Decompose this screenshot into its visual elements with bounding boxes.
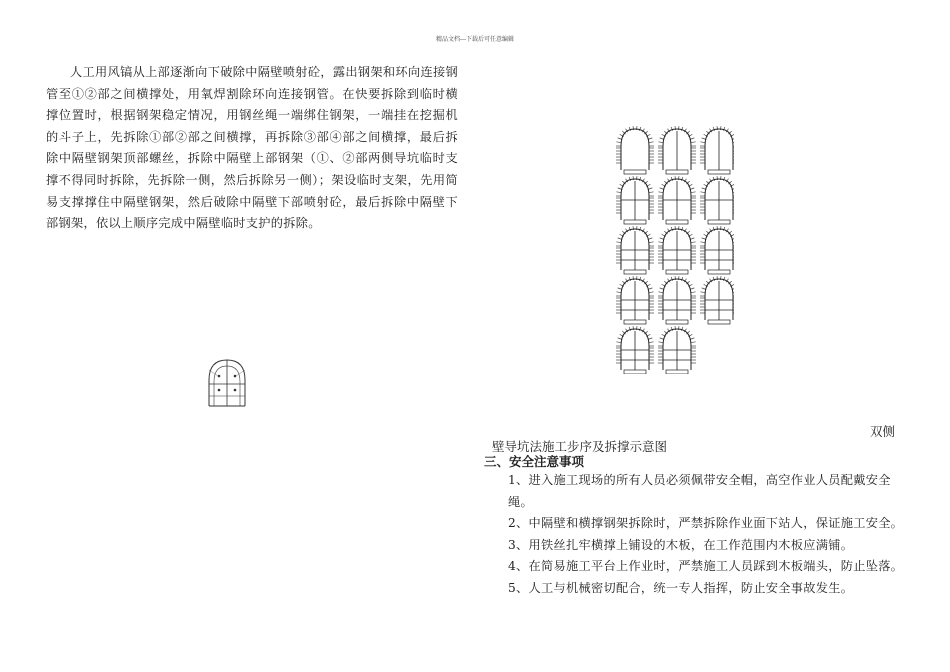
- sequence-step-sketch: [700, 176, 734, 224]
- sequence-step-sketch: [616, 176, 654, 224]
- safety-note-2: 2、中隔壁和横撑钢架拆除时，严禁拆除作业面下站人，保证施工安全。: [508, 516, 904, 531]
- sequence-step-sketch: [700, 226, 734, 274]
- sequence-step-sketch: [658, 126, 696, 174]
- sequence-step-sketch: [616, 126, 654, 174]
- construction-sequence-figure: [614, 124, 734, 374]
- demolition-paragraph-text: 人工用风镐从上部逐渐向下破除中隔壁喷射砼，露出钢架和环向连接钢管至①②部之间横撑处，用氧焊割除环向连接钢管。在快要拆除到临时横撑位置时，根据钢架稳定情况，用钢丝绳一端绑住钢架，一端挂在挖掘机的斗子上，先拆除①部②部之间横撑，再拆除③部④部之间横撑，最后拆除中隔壁钢架顶部螺丝，拆除中隔壁上部钢架（①、②部两侧导坑临时支撑不得同时拆除，先拆除一侧，然后拆除另一侧）；架设临时支架，先用简易支撑撑住中隔壁钢架，然后破除中隔壁下部喷射砼，最后拆除中隔壁下部钢架，依以上顺序完成中隔壁临时支护的拆除。: [46, 65, 458, 231]
- safety-note-5: 5、人工与机械密切配合，统一专人指挥，防止安全事故发生。: [508, 580, 854, 595]
- figure-caption-part2: 壁导坑法施工步序及拆撑示意图: [492, 439, 668, 454]
- safety-note-1: 1、进入施工现场的所有人员必须佩带安全帽，高空作业人员配戴安全绳。: [508, 473, 891, 509]
- tunnel-section-diagram: [206, 358, 248, 408]
- sequence-step-sketch: [658, 276, 696, 324]
- demolition-paragraph: [46, 62, 458, 235]
- sequence-step-sketch: [700, 126, 734, 174]
- sequence-step-sketch: [616, 276, 654, 324]
- safety-note-4: 4、在简易施工平台上作业时，严禁施工人员踩到木板端头，防止坠落。: [508, 559, 904, 574]
- figure-caption-part1: 双侧: [870, 424, 896, 439]
- section-title: 三、安全注意事项: [484, 454, 585, 469]
- sequence-step-sketch: [658, 226, 696, 274]
- page-header: 精品文档---下载后可任意编辑: [435, 36, 515, 43]
- sequence-step-sketch: [616, 326, 654, 374]
- sequence-step-sketch: [616, 226, 654, 274]
- sequence-step-sketch: [700, 276, 734, 324]
- sequence-step-sketch: [658, 176, 696, 224]
- safety-notes: [484, 470, 909, 600]
- sequence-step-sketch: [658, 326, 696, 374]
- safety-note-3: 3、用铁丝扎牢横撑上铺设的木板，在工作范围内木板应满铺。: [508, 537, 854, 552]
